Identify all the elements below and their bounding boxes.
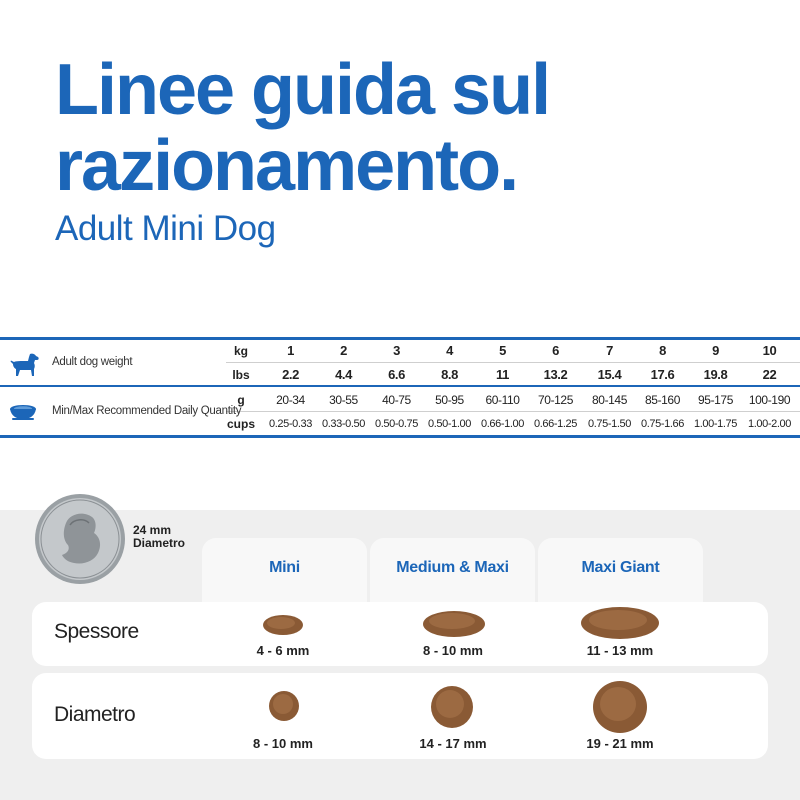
table-row-kg bbox=[0, 339, 800, 363]
table-cell: 100-190 bbox=[748, 393, 791, 407]
table-cell: 15.4 bbox=[597, 367, 622, 382]
title-block bbox=[55, 52, 549, 250]
table-cell: 19.8 bbox=[703, 367, 728, 382]
table-row-lbs bbox=[0, 363, 800, 387]
column-header-medium-maxi bbox=[370, 538, 535, 608]
table-cell: 8.8 bbox=[441, 367, 458, 382]
kibble-diameter-small bbox=[268, 690, 300, 722]
row-label: Diametro bbox=[54, 703, 136, 726]
table-cell: 2 bbox=[340, 343, 347, 358]
page-subtitle: Adult Mini Dog bbox=[55, 209, 276, 248]
table-cell: 0.50-0.75 bbox=[375, 418, 418, 430]
table-cell: 30-55 bbox=[329, 393, 358, 407]
table-cell: 2.2 bbox=[282, 367, 299, 382]
table-cell: 4.4 bbox=[335, 367, 352, 382]
table-cell: 80-145 bbox=[592, 393, 627, 407]
column-header-mini bbox=[202, 538, 367, 608]
table-cell: 20-34 bbox=[276, 393, 305, 407]
kibble-diameter-medium bbox=[430, 685, 474, 729]
table-row-g bbox=[0, 388, 800, 412]
weight-group-label: Adult dog weight bbox=[52, 356, 133, 368]
size-label: 8 - 10 mm bbox=[253, 736, 313, 751]
feeding-table bbox=[0, 337, 800, 437]
table-cell: 22 bbox=[762, 367, 777, 382]
kibble-thickness-medium bbox=[422, 609, 486, 639]
table-cell: 9 bbox=[712, 343, 719, 358]
table-cell: 0.66-1.25 bbox=[534, 418, 577, 430]
table-cell: 10 bbox=[762, 343, 777, 358]
table-row-cups bbox=[0, 412, 800, 436]
size-label: 8 - 10 mm bbox=[423, 643, 483, 658]
size-label: 4 - 6 mm bbox=[256, 643, 310, 658]
table-cell: 95-175 bbox=[698, 393, 733, 407]
table-cell: 7 bbox=[606, 343, 613, 358]
kibble-diameter-large bbox=[592, 680, 648, 734]
table-cell: 0.66-1.00 bbox=[481, 418, 524, 430]
quantity-group-label: Min/Max Recommended Daily Quantity bbox=[52, 405, 242, 417]
unit-label: kg bbox=[233, 344, 248, 358]
bowl-icon bbox=[8, 403, 38, 421]
size-label: 19 - 21 mm bbox=[586, 736, 654, 751]
coin-size-label bbox=[133, 524, 185, 550]
table-cell: 8 bbox=[659, 343, 666, 358]
table-cell: 17.6 bbox=[650, 367, 675, 382]
unit-label: cups bbox=[226, 417, 255, 431]
page-title-line-1: Linee guida sul bbox=[55, 50, 550, 130]
table-cell: 70-125 bbox=[538, 393, 573, 407]
table-cell: 11 bbox=[496, 367, 509, 382]
row-label: Spessore bbox=[54, 620, 139, 643]
table-cell: 40-75 bbox=[382, 393, 411, 407]
coin-icon bbox=[34, 493, 126, 585]
table-cell: 0.75-1.50 bbox=[588, 418, 631, 430]
coin-size-caption: Diametro bbox=[133, 536, 186, 550]
table-cell: 60-110 bbox=[485, 393, 520, 407]
kibble-thickness-small bbox=[262, 613, 304, 637]
unit-label: g bbox=[237, 393, 245, 407]
coin-size-value: 24 mm bbox=[133, 523, 172, 537]
table-cell: 4 bbox=[446, 343, 453, 358]
table-cell: 13.2 bbox=[543, 367, 568, 382]
column-header-label: Maxi Giant bbox=[581, 559, 660, 576]
column-header-label: Medium & Maxi bbox=[396, 559, 509, 576]
table-cell: 1 bbox=[287, 343, 294, 358]
size-label: 11 - 13 mm bbox=[586, 643, 654, 658]
table-cell: 0.33-0.50 bbox=[322, 418, 365, 430]
table-cell: 0.75-1.66 bbox=[641, 418, 684, 430]
column-header-maxi-giant bbox=[538, 538, 703, 608]
dog-icon bbox=[8, 352, 40, 378]
column-header-label: Mini bbox=[269, 559, 300, 576]
table-cell: 0.25-0.33 bbox=[269, 418, 312, 430]
kibble-thickness-large bbox=[580, 605, 660, 641]
table-cell: 1.00-2.00 bbox=[748, 418, 791, 430]
size-label: 14 - 17 mm bbox=[419, 736, 487, 751]
table-cell: 6.6 bbox=[388, 367, 405, 382]
table-cell: 85-160 bbox=[645, 393, 680, 407]
table-cell: 6 bbox=[552, 343, 559, 358]
unit-label: lbs bbox=[232, 368, 250, 382]
table-cell: 50-95 bbox=[435, 393, 464, 407]
table-cell: 5 bbox=[499, 343, 506, 358]
table-cell: 0.50-1.00 bbox=[428, 418, 471, 430]
table-cell: 1.00-1.75 bbox=[694, 418, 737, 430]
table-cell: 3 bbox=[393, 343, 400, 358]
page-title-line-2: razionamento. bbox=[55, 126, 518, 206]
